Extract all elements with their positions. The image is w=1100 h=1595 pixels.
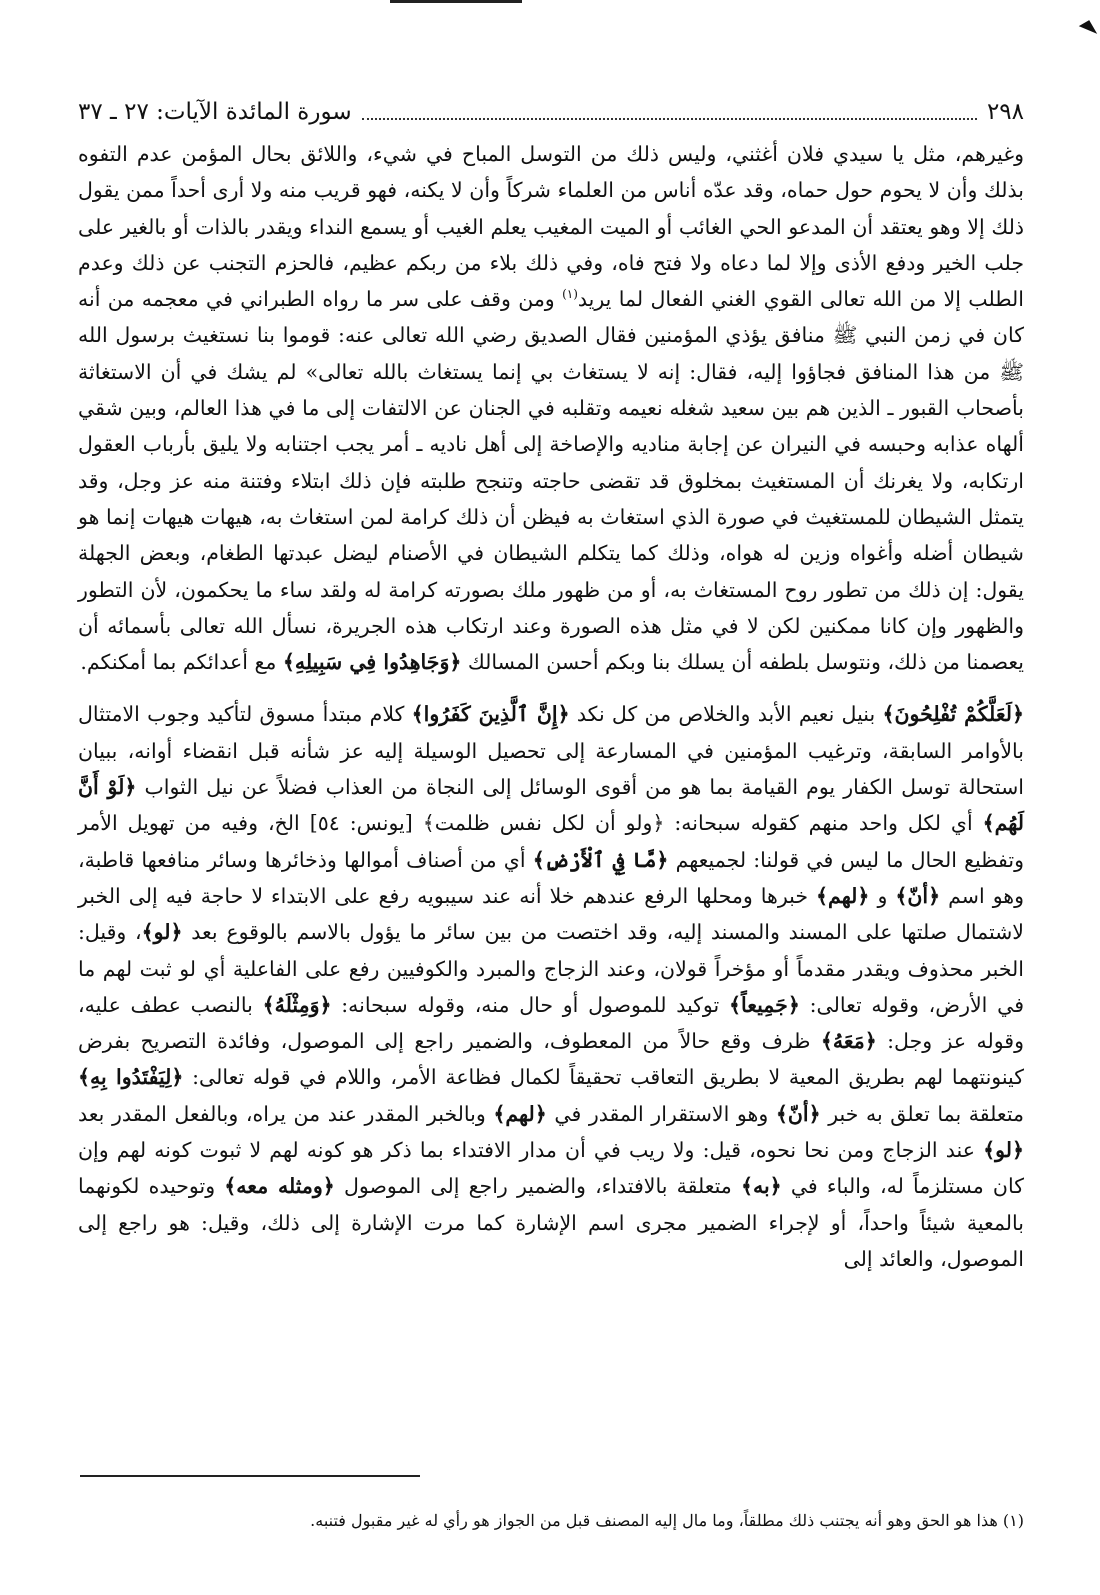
p1-line-11: في صورة الذي استغاث به فيظن أن ذلك كرامة لمن استغاث به، هيهات هيهات إنما هو شيطان أضله وأغواه وزين له bbox=[78, 504, 1024, 566]
commentary-text: عند الزجاج ومن نحا نحوه، قيل: ولا ريب في أن مدار الافتداء بما ذكر هو كونه لهم لا ثبوت كونه لهم وإن كان مستلزماً له، والباء في bbox=[78, 1138, 1024, 1199]
footnote-separator bbox=[80, 1475, 420, 1477]
commentary-text: ، وقيل: الخبر محذوف ويقدر مقدماً أو مؤخراً قولان، وعند الزجاج والمبرد والكوفيين رفع على الفاعلية أي لو ثبت لهم ما في الأرض، وقوله تعالى: bbox=[78, 920, 1025, 1017]
footnote bbox=[78, 1510, 1024, 1532]
p1-line-8: الذين هم بين سعيد شغله نعيمه وتقلبه في الجنان عن الالتفات إلى ما في هذا العالم، وبين شقي ألهاه عذابه وحبسه bbox=[78, 396, 1024, 457]
commentary-text: أي من أصناف أموالها وذخائرها وسائر منافعها قاطبة، وهو اسم bbox=[78, 847, 1024, 908]
main-text bbox=[78, 136, 1024, 1277]
quran-quote: ﴿لَوْ أَنَّ لَهُم﴾ bbox=[78, 775, 1024, 836]
commentary-text: توكيد للموصول أو حال منه، وقوله سبحانه: bbox=[331, 992, 729, 1017]
quran-quote: ﴿لِيَفْتَدُوا بِهِ﴾ bbox=[78, 1065, 184, 1090]
commentary-text: بنيل نعيم الأبد والخلاص من كل نكد bbox=[569, 702, 883, 727]
running-header bbox=[78, 92, 1024, 132]
p1-line-13: المستغاث به، أو من ظهور ملك بصورته كرامة له ولقد ساء ما يحكمون، لأن التطور والظهور وإن كانا ممكنين لكن bbox=[78, 577, 1024, 638]
quran-quote: ﴿إِنَّ ٱلَّذِينَ كَفَرُوا﴾ bbox=[411, 702, 570, 727]
quran-quote: ﴿مَعَهُ﴾ bbox=[820, 1029, 877, 1054]
quran-quote: ﴿لو﴾ bbox=[141, 920, 183, 945]
quran-quote: ﴿مَّا فِي ٱلْأَرْضِ﴾ bbox=[532, 847, 669, 872]
commentary-text: متعلقة بما تعلق به خبر bbox=[820, 1101, 1024, 1126]
p1-line-14: لا في مثل هذه الصورة وعند ارتكاب هذه الجريرة، نسأل الله تعالى بأسمائه أن يعصمنا من ذلك، ونتوسل بلطفه أن bbox=[78, 613, 1024, 675]
page-number: ٢٩٨ bbox=[986, 99, 1024, 125]
commentary-text: بالنصب عطف عليه، وقوله عز وجل: bbox=[78, 992, 1024, 1054]
footnote-text: هذا هو الحق وهو أنه يجتنب ذلك مطلقاً، وما مال إليه المصنف قبل من الجواز هو رأي له غير مقبول فتنبه. bbox=[310, 1511, 998, 1530]
p1-line-1: وغيرهم، مثل يا سيدي فلان أغثني، وليس ذلك من التوسل المباح في شيء، واللائق بحال المؤمن عدم التفوه بذلك bbox=[78, 142, 1024, 203]
commentary-text: ظرف وقع حالاً من المعطوف، والضمير راجع إلى الموصول، وفائدة التصريح بفرض كينونتهما لهم بطريق المعية لا بطريق التعاقب تحقيقاً لكمال فظاعة الأمر، واللام في قوله تعالى: bbox=[78, 1029, 1025, 1090]
p1-line-12: هواه، وذلك كما يتكلم الشيطان في الأصنام ليضل عبدتها الطغام، وبعض الجهلة يقول: إن ذلك من تطور روح bbox=[78, 541, 1024, 602]
p1-line-16: مع أعدائكم بما أمكنكم. bbox=[80, 650, 283, 675]
footnote-marker: (١) bbox=[1002, 1511, 1024, 1530]
quran-quote: ﴿لَعَلَّكُمْ تُفْلِحُونَ﴾ bbox=[882, 702, 1024, 727]
commentary-text: وتوحيده لكونهما بالمعية شيئاً واحداً، أو لإجراء الضمير مجرى اسم الإشارة كما مرت الإشارة إلى ذلك، وقيل: هو راجع إلى الموصول، والعائد إلى bbox=[78, 1174, 1024, 1271]
quran-quote: ﴿وَمِثْلَهُ﴾ bbox=[262, 992, 332, 1017]
p1-line-6: في زمن النبي ﷺ منافق يؤذي المؤمنين فقال الصديق رضي الله تعالى عنه: قوموا بنا نستغيث برسول الله ﷺ من هذا bbox=[78, 323, 1024, 384]
quran-quote: ﴿لهم﴾ bbox=[493, 1101, 547, 1126]
p1-line-10: المستغيث بمخلوق قد تقضى حاجته وتنجح طلبته فإن ذلك ابتلاء وفتنة منه عز وجل، وقد يتمثل الشيطان للمستغيث bbox=[78, 468, 1024, 529]
p1-line-5: الطلب إلا من الله تعالى القوي الغني الفعال لما يريد bbox=[577, 287, 1024, 312]
footnote-reference: (١) bbox=[562, 287, 578, 302]
header-leader-dots bbox=[362, 104, 977, 120]
commentary-text: خبرها ومحلها الرفع عندهم خلا أنه عند سيبويه رفع على الابتداء لا حاجة فيه إلى الخبر لاشتمال صلتها على المسند والمسند إليه، وقد اختصت من بين سائر ما يؤول بالاسم بالوقوع بعد bbox=[78, 883, 1024, 945]
quran-quote: ﴿لو﴾ bbox=[983, 1138, 1024, 1163]
corner-arrow-icon bbox=[1079, 20, 1097, 40]
commentary-text: متعلقة بالافتداء، والضمير راجع إلى الموصول bbox=[334, 1174, 741, 1199]
paragraph-2 bbox=[78, 696, 1024, 1277]
quran-quote: ﴿لهم﴾ bbox=[816, 883, 870, 908]
p1-line-2: وأن لا يحوم حول حماه، وقد عدّه أناس من العلماء شركاً وأن لا يكنه، فهو قريب منه ولا أرى أحداً ممن يقول ذلك bbox=[78, 178, 1024, 239]
p1-line-5b: ومن وقف على سر ما رواه الطبراني في معجمه من أنه كان bbox=[78, 287, 1024, 348]
quran-quote: ﴿أنّ﴾ bbox=[775, 1101, 821, 1126]
quran-quote: ﴿أنّ﴾ bbox=[895, 883, 941, 908]
top-edge-rule bbox=[390, 0, 522, 3]
p1-line-9: في النيران عن إجابة مناديه والإصاخة إلى أهل ناديه ـ أمر يجب اجتنابه ولا يليق بأرباب العقول ارتكابه، ولا يغرنك أن bbox=[78, 432, 1024, 493]
commentary-text: وهو الاستقرار المقدر في bbox=[546, 1101, 776, 1126]
surah-title: سورة المائدة الآيات: ٢٧ ـ ٣٧ bbox=[78, 99, 352, 125]
p1-line-3: إلا وهو يعتقد أن المدعو الحي الغائب أو الميت المغيب يعلم الغيب أو يسمع النداء ويقدر بالذات أو بالغير على bbox=[78, 214, 985, 239]
commentary-text: أي لكل واحد منهم كقوله سبحانه: ﴿ولو أن لكل نفس ظلمت﴾ [يونس: ٥٤] الخ، وفيه من تهويل الأمر وتفظيع الحال ما ليس في قولنا: لجميعهم bbox=[78, 811, 1024, 872]
quran-quote: ﴿به﴾ bbox=[740, 1174, 782, 1199]
commentary-text: كلام مبتدأ مسوق لتأكيد وجوب الامتثال بالأوامر السابقة، وترغيب المؤمنين في المسارعة إلى تحصيل الوسيلة إليه عز شأنه قبل انقضاء أوانه، ببيان استحالة توسل الكفار يوم القيامة بما هو من أقوى الوسائل إلى النجاة من العذاب فضلاً عن نيل الثواب bbox=[78, 702, 1024, 800]
page-body bbox=[78, 92, 1024, 1277]
p1-line-7: المنافق فجاؤوا إليه، فقال: إنه لا يستغاث بي إنما يستغاث بالله تعالى» لم يشك في أن الاستغاثة بأصحاب القبور ـ bbox=[78, 359, 1024, 421]
commentary-text: وبالخبر المقدر عند من يراه، وبالفعل المقدر بعد bbox=[78, 1101, 494, 1126]
quran-quote: ﴿وَجَاهِدُوا فِي سَبِيلِهِ﴾ bbox=[282, 650, 462, 675]
quran-quote: ﴿ومثله معه﴾ bbox=[224, 1174, 335, 1199]
p1-line-15: يسلك بنا وبكم أحسن المسالك bbox=[467, 650, 725, 675]
paragraph-1 bbox=[78, 136, 1024, 680]
quran-quote: ﴿جَمِيعاً﴾ bbox=[728, 992, 800, 1017]
commentary-text: و bbox=[869, 883, 896, 908]
p1-line-4: جلب الخير ودفع الأذى وإلا لما دعاه ولا فتح فاه، وفي ذلك بلاء من ربكم عظيم، فالحزم التجنب عن ذلك وعدم bbox=[78, 250, 1024, 275]
